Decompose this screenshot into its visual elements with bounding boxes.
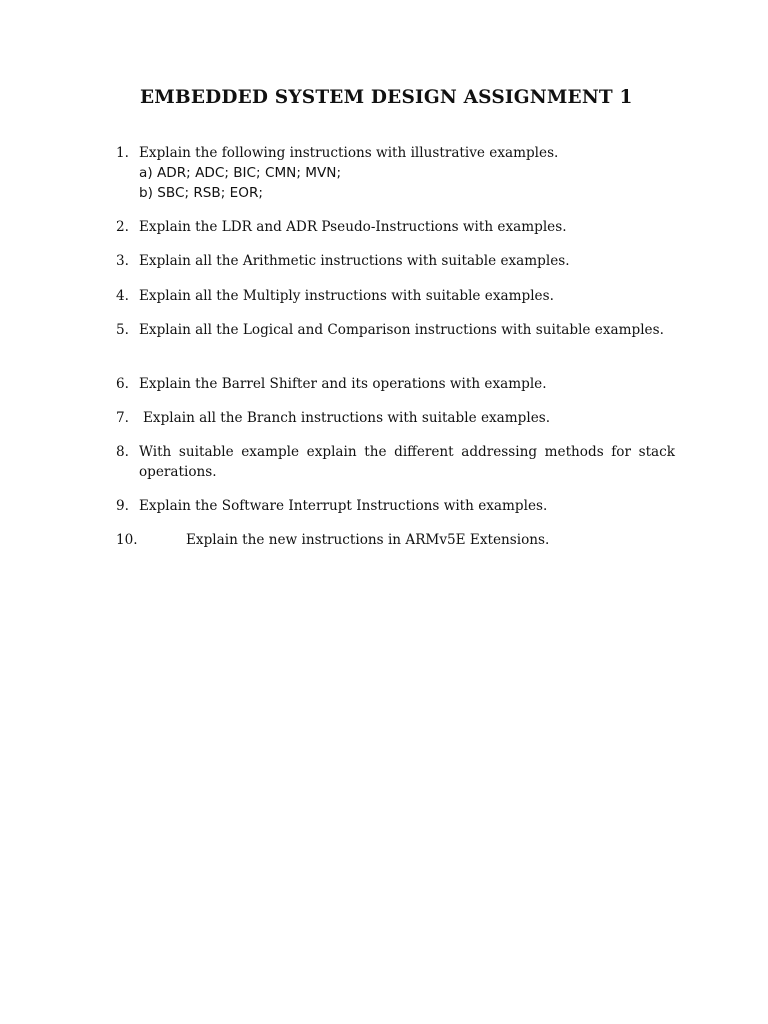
question-number: 4. xyxy=(116,288,129,304)
question-number: 6. xyxy=(116,376,129,392)
document-title: EMBEDDED SYSTEM DESIGN ASSIGNMENT 1 xyxy=(140,87,633,108)
question-text: Explain the Software Interrupt Instructions with examples. xyxy=(139,498,548,514)
question-item-3 xyxy=(116,251,675,271)
question-item-2 xyxy=(116,217,675,237)
question-item-6 xyxy=(116,374,675,394)
question-number: 1. xyxy=(116,145,129,161)
question-text: Explain the Barrel Shifter and its operations with example. xyxy=(139,376,547,392)
question-text: Explain the LDR and ADR Pseudo-Instructions with examples. xyxy=(139,219,567,235)
question-text: Explain all the Branch instructions with suitable examples. xyxy=(143,410,551,426)
question-number: 9. xyxy=(116,498,129,514)
question-item-7 xyxy=(116,408,675,428)
question-text: Explain the new instructions in ARMv5E Extensions. xyxy=(186,532,550,548)
question-number: 8. xyxy=(116,444,129,460)
question-text: Explain all the Arithmetic instructions with suitable examples. xyxy=(139,253,570,269)
question-number: 10. xyxy=(116,532,138,548)
question-item-1 xyxy=(116,143,675,203)
question-number: 5. xyxy=(116,322,129,338)
question-item-4 xyxy=(116,286,675,306)
question-sub-item-b: b) SBC; RSB; EOR; xyxy=(139,185,263,201)
question-number: 7. xyxy=(116,410,129,426)
question-item-10 xyxy=(116,530,675,550)
question-text: Explain all the Logical and Comparison instructions with suitable examples. xyxy=(139,322,664,338)
question-text: Explain all the Multiply instructions with suitable examples. xyxy=(139,288,554,304)
question-item-5 xyxy=(116,320,675,340)
question-item-9 xyxy=(116,496,675,516)
question-sub-item-a: a) ADR; ADC; BIC; CMN; MVN; xyxy=(139,165,342,181)
question-number: 3. xyxy=(116,253,129,269)
question-number: 2. xyxy=(116,219,129,235)
question-item-8 xyxy=(116,442,675,482)
question-text: With suitable example explain the different addressing methods for stack operations. xyxy=(139,444,675,480)
question-text: Explain the following instructions with illustrative examples. xyxy=(139,145,559,161)
